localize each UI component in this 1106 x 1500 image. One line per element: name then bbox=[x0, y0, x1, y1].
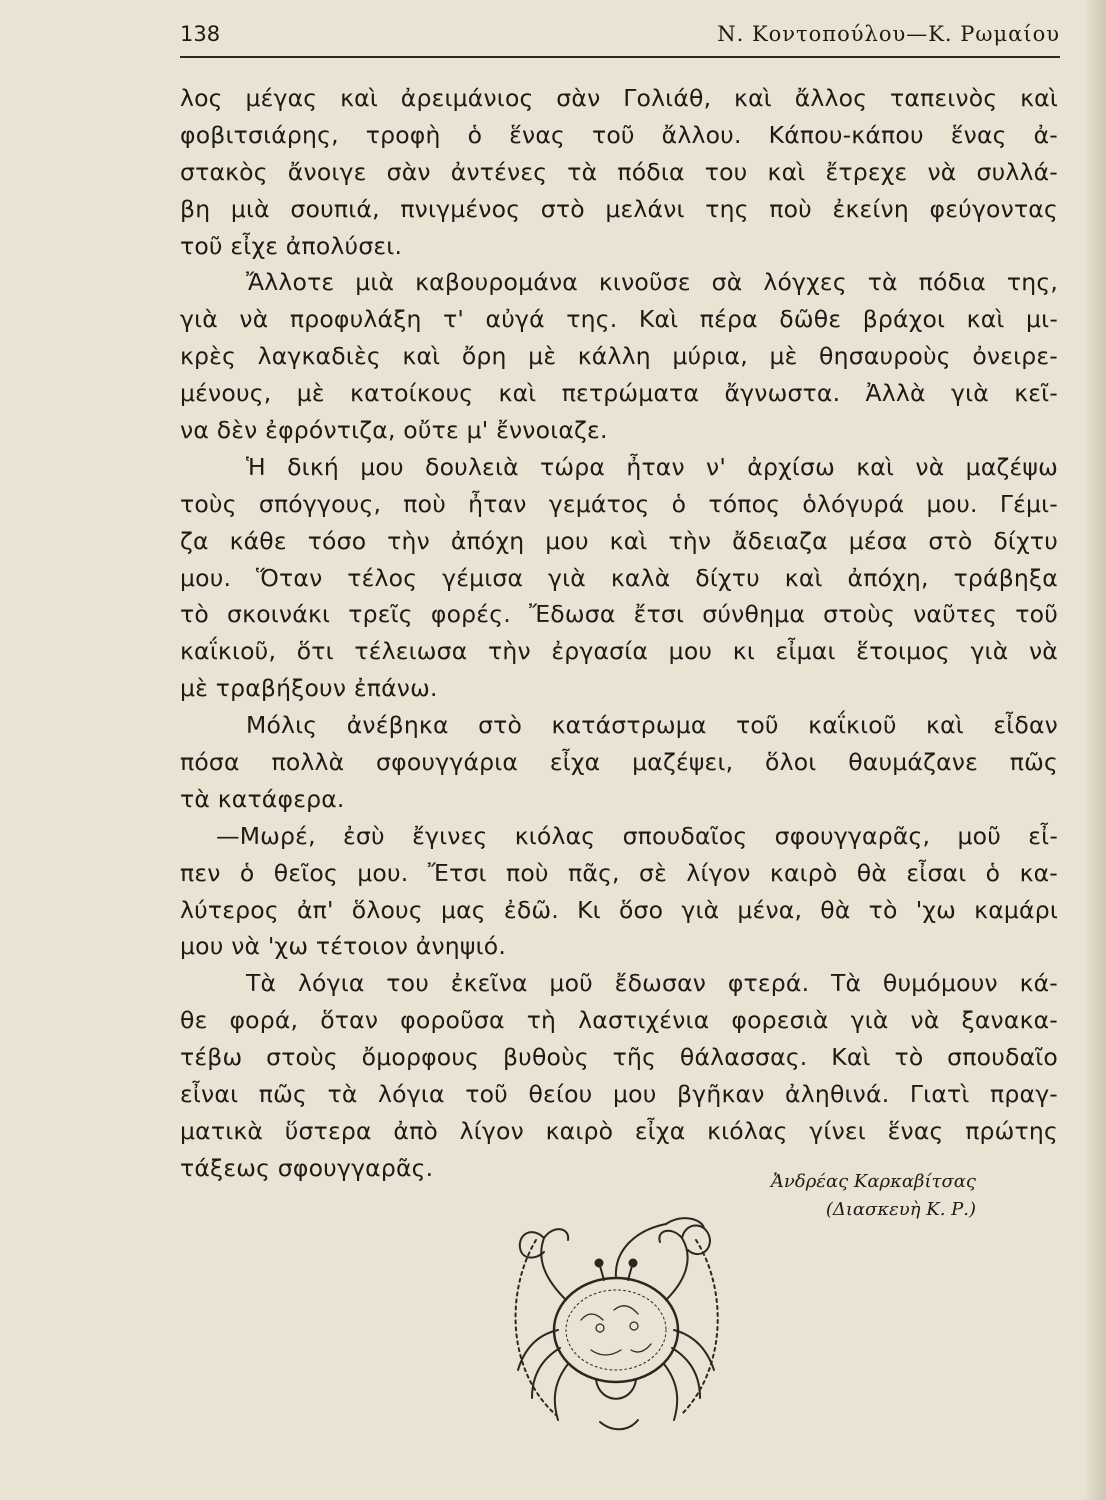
text-line: καΐκιοῦ, ὅτι τέλειωσα τὴν ἐργασία μου κι εἶμαι ἕτοιμος γιὰ νὰ bbox=[180, 637, 1058, 666]
text-line: —Μωρέ, ἐσὺ ἔγινες κιόλας σπουδαῖος σφουγγαρᾶς, μοῦ εἶ- bbox=[216, 821, 1058, 850]
text-line: στακὸς ἄνοιγε σὰν ἀντένες τὰ πόδια του καὶ ἔτρεχε νὰ συλλά- bbox=[180, 157, 1058, 186]
text-line: τοὺς σπόγγους, ποὺ ἦταν γεμάτος ὁ τόπος ὁλόγυρά μου. Γέμι- bbox=[180, 489, 1058, 518]
text-line: βη μιὰ σουπιά, πνιγμένος στὸ μελάνι της ποὺ ἐκείνη φεύγοντας bbox=[180, 194, 1058, 223]
text-line: λύτερος ἀπ' ὅλους μας ἐδῶ. Κι ὅσο γιὰ μένα, θὰ τὸ 'χω καμάρι bbox=[180, 895, 1058, 924]
crab-icon bbox=[496, 1200, 736, 1455]
text-line: τοῦ εἶχε ἀπολύσει. bbox=[180, 231, 403, 260]
text-line: να δὲν ἐφρόντιζα, οὔτε μ' ἔννοιαζε. bbox=[180, 416, 608, 445]
text-line: μου νὰ 'χω τέτοιον ἀνηψιό. bbox=[180, 932, 506, 961]
text-line: πεν ὁ θεῖος μου. Ἔτσι ποὺ πᾶς, σὲ λίγον καιρὸ θὰ εἶσαι ὁ κα- bbox=[180, 858, 1058, 887]
text-line: γιὰ νὰ προφυλάξη τ' αὐγά της. Καὶ πέρα δῶθε βράχοι καὶ μι- bbox=[180, 305, 1058, 334]
text-line: φοβιτσιάρης, τροφὴ ὁ ἕνας τοῦ ἄλλου. Κάπου-κάπου ἕνας ἀ- bbox=[180, 120, 1058, 149]
text-line: ματικὰ ὕστερα ἀπὸ λίγον καιρὸ εἶχα κιόλας γίνει ἕνας πρώτης bbox=[180, 1116, 1058, 1145]
text-line: κρὲς λαγκαδιὲς καὶ ὄρη μὲ κάλλη μύρια, μὲ θησαυροὺς ὀνειρε- bbox=[180, 342, 1058, 371]
text-line: ζα κάθε τόσο τὴν ἀπόχη μου καὶ τὴν ἄδειαζα μέσα στὸ δίχτυ bbox=[180, 526, 1058, 555]
text-line: εἶναι πῶς τὰ λόγια τοῦ θείου μου βγῆκαν ἀληθινά. Γιατὶ πραγ- bbox=[180, 1080, 1058, 1109]
page-gutter-edge bbox=[1084, 0, 1106, 1500]
body-text bbox=[180, 80, 1058, 1187]
text-line: λος μέγας καὶ ἀρειμάνιος σὰν Γολιάθ, καὶ ἄλλος ταπεινὸς καὶ bbox=[180, 84, 1058, 112]
running-head: Ν. Κοντοπούλου—Κ. Ρωμαίου bbox=[717, 22, 1060, 46]
text-line: Ἡ δική μου δουλειὰ τώρα ἦταν ν' ἀρχίσω καὶ νὰ μαζέψω bbox=[246, 452, 1058, 481]
text-line: μένους, μὲ κατοίκους καὶ πετρώματα ἄγνωστα. Ἀλλὰ γιὰ κεῖ- bbox=[180, 379, 1058, 408]
text-line: μου. Ὅταν τέλος γέμισα γιὰ καλὰ δίχτυ καὶ ἀπόχη, τράβηξα bbox=[180, 563, 1058, 592]
text-line: Μόλις ἀνέβηκα στὸ κατάστρωμα τοῦ καΐκιοῦ καὶ εἶδαν bbox=[246, 711, 1058, 740]
header-rule bbox=[180, 56, 1060, 58]
text-line: τάξεως σφουγγαρᾶς. bbox=[180, 1153, 434, 1182]
page-number: 138 bbox=[180, 22, 221, 46]
page-header bbox=[180, 18, 1060, 58]
text-line: Ἄλλοτε μιὰ καβουρομάνα κινοῦσε σὰ λόγχες τὰ πόδια της, bbox=[246, 268, 1058, 297]
signature-block bbox=[716, 1168, 976, 1224]
text-line: Τὰ λόγια του ἐκεῖνα μοῦ ἔδωσαν φτερά. Τὰ θυμόμουν κά- bbox=[246, 969, 1058, 998]
text-line: τὸ σκοινάκι τρεῖς φορές. Ἔδωσα ἔτσι σύνθημα στοὺς ναῦτες τοῦ bbox=[180, 600, 1058, 629]
adaptation-credit: (Διασκευὴ Κ. Ρ.) bbox=[825, 1199, 976, 1220]
text-line: πόσα πολλὰ σφουγγάρια εἶχα μαζέψει, ὅλοι θαυμάζανε πῶς bbox=[180, 748, 1058, 777]
text-line: μὲ τραβήξουν ἐπάνω. bbox=[180, 674, 438, 703]
author-name: Ἀνδρέας Καρκαβίτσας bbox=[770, 1171, 976, 1192]
text-line: τὰ κατάφερα. bbox=[180, 784, 345, 813]
text-line: θε φορά, ὅταν φοροῦσα τὴ λαστιχένια φορεσιὰ γιὰ νὰ ξανακα- bbox=[180, 1006, 1058, 1035]
text-line: τέβω στοὺς ὄμορφους βυθοὺς τῆς θάλασσας. Καὶ τὸ σπουδαῖο bbox=[180, 1043, 1058, 1072]
